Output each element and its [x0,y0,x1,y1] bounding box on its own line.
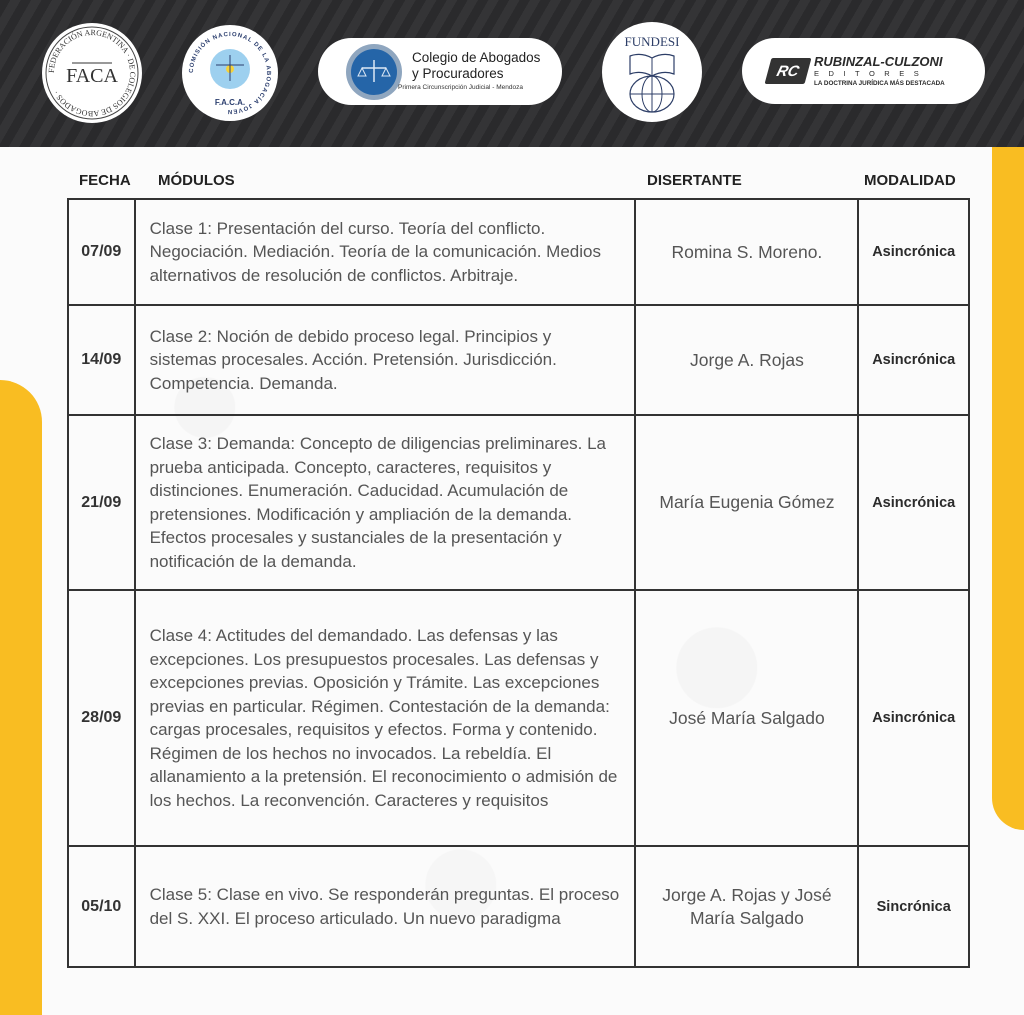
row-module: Clase 1: Presentación del curso. Teoría del conflicto. Negociación. Mediación. Teoría de la comunicación. Medios alternativos de resolución de conflictos. Arbitraje. [135,199,636,305]
colegio-name-line1: Colegio de Abogados [412,50,541,66]
row-date: 07/09 [68,199,135,305]
row-modality: Asincrónica [858,199,969,305]
row-speaker: Jorge A. Rojas y José María Salgado [635,846,858,967]
table-row [68,305,969,415]
row-modality: Sincrónica [858,846,969,967]
row-module: Clase 4: Actitudes del demandado. Las defensas y las excepciones. Los presupuestos procesales. Las defensas y excepciones previas. Oposición y Trámite. Las excepciones previas en particular. Régimen. Contestación de la demanda: cargas procesales, requisitos y efectos. Forma y contenido. Régimen de los hechos no invocados. La rebeldía. El allanamiento a la pretensión. El reconocimiento o admisión de los hechos. La reconvención. Caracteres y requisitos [135,590,636,846]
column-header-modalidad: MODALIDAD [864,172,956,189]
colegio-subtitle: Primera Circunscripción Judicial - Mendoza [398,84,523,92]
fundesi-logo [602,22,702,122]
svg-text:FUNDESI: FUNDESI [624,34,680,49]
svg-text:F.A.C.A.: F.A.C.A. [214,98,246,107]
decorative-yellow-bar-right [992,147,1024,830]
faca-logo [42,23,142,123]
rc-book-icon: RC [765,58,812,84]
column-header-fecha: FECHA [79,172,131,189]
row-speaker: Jorge A. Rojas [635,305,858,415]
faca-joven-logo [182,25,278,121]
svg-text:FACA: FACA [66,65,118,87]
row-date: 05/10 [68,846,135,967]
column-header-disertante: DISERTANTE [647,172,742,189]
row-modality: Asincrónica [858,415,969,590]
column-header-modulos: MÓDULOS [158,172,235,189]
row-date: 28/09 [68,590,135,846]
row-module: Clase 3: Demanda: Concepto de diligencias preliminares. La prueba anticipada. Concepto, caracteres, requisitos y distinciones. Enumeración. Caducidad. Acumulación de pretensiones. Modificación y ampliación de la demanda. Efectos procesales y sustanciales de la presentación y notificación de la demanda. [135,415,636,590]
svg-text:FEDERACIÓN ARGENTINA · DE COLE: FEDERACIÓN ARGENTINA · DE COLEGIOS DE ABOGADOS · [46,27,138,119]
colegio-seal-icon [344,42,404,102]
rubinzal-editores: EDITORES [814,69,929,79]
row-date: 14/09 [68,305,135,415]
sponsor-header [0,0,1024,147]
faca-joven-seal-icon [182,25,278,121]
row-speaker: José María Salgado [635,590,858,846]
row-module: Clase 2: Noción de debido proceso legal. Principios y sistemas procesales. Acción. Pretensión. Jurisdicción. Competencia. Demanda. [135,305,636,415]
schedule-table [67,198,970,968]
row-date: 21/09 [68,415,135,590]
rubinzal-tagline: LA DOCTRINA JURÍDICA MÁS DESTACADA [814,79,945,87]
decorative-yellow-bar-left [0,380,42,1015]
faca-seal-icon [42,23,142,123]
table-row [68,415,969,590]
row-speaker: Romina S. Moreno. [635,199,858,305]
colegio-abogados-logo [318,38,562,105]
row-modality: Asincrónica [858,305,969,415]
colegio-name-line2: y Procuradores [412,65,504,81]
table-row [68,199,969,305]
svg-text:COMISIÓN NACIONAL DE LA ABOGAC: COMISIÓN NACIONAL DE LA ABOGACÍA JOVEN [188,31,272,115]
row-module: Clase 5: Clase en vivo. Se responderán preguntas. El proceso del S. XXI. El proceso articulado. Un nuevo paradigma [135,846,636,967]
rubinzal-name: RUBINZAL-CULZONI [814,54,943,70]
row-modality: Asincrónica [858,590,969,846]
row-speaker: María Eugenia Gómez [635,415,858,590]
table-row [68,846,969,967]
fundesi-globe-book-icon [602,22,702,122]
table-row [68,590,969,846]
rubinzal-culzoni-logo [742,38,985,104]
